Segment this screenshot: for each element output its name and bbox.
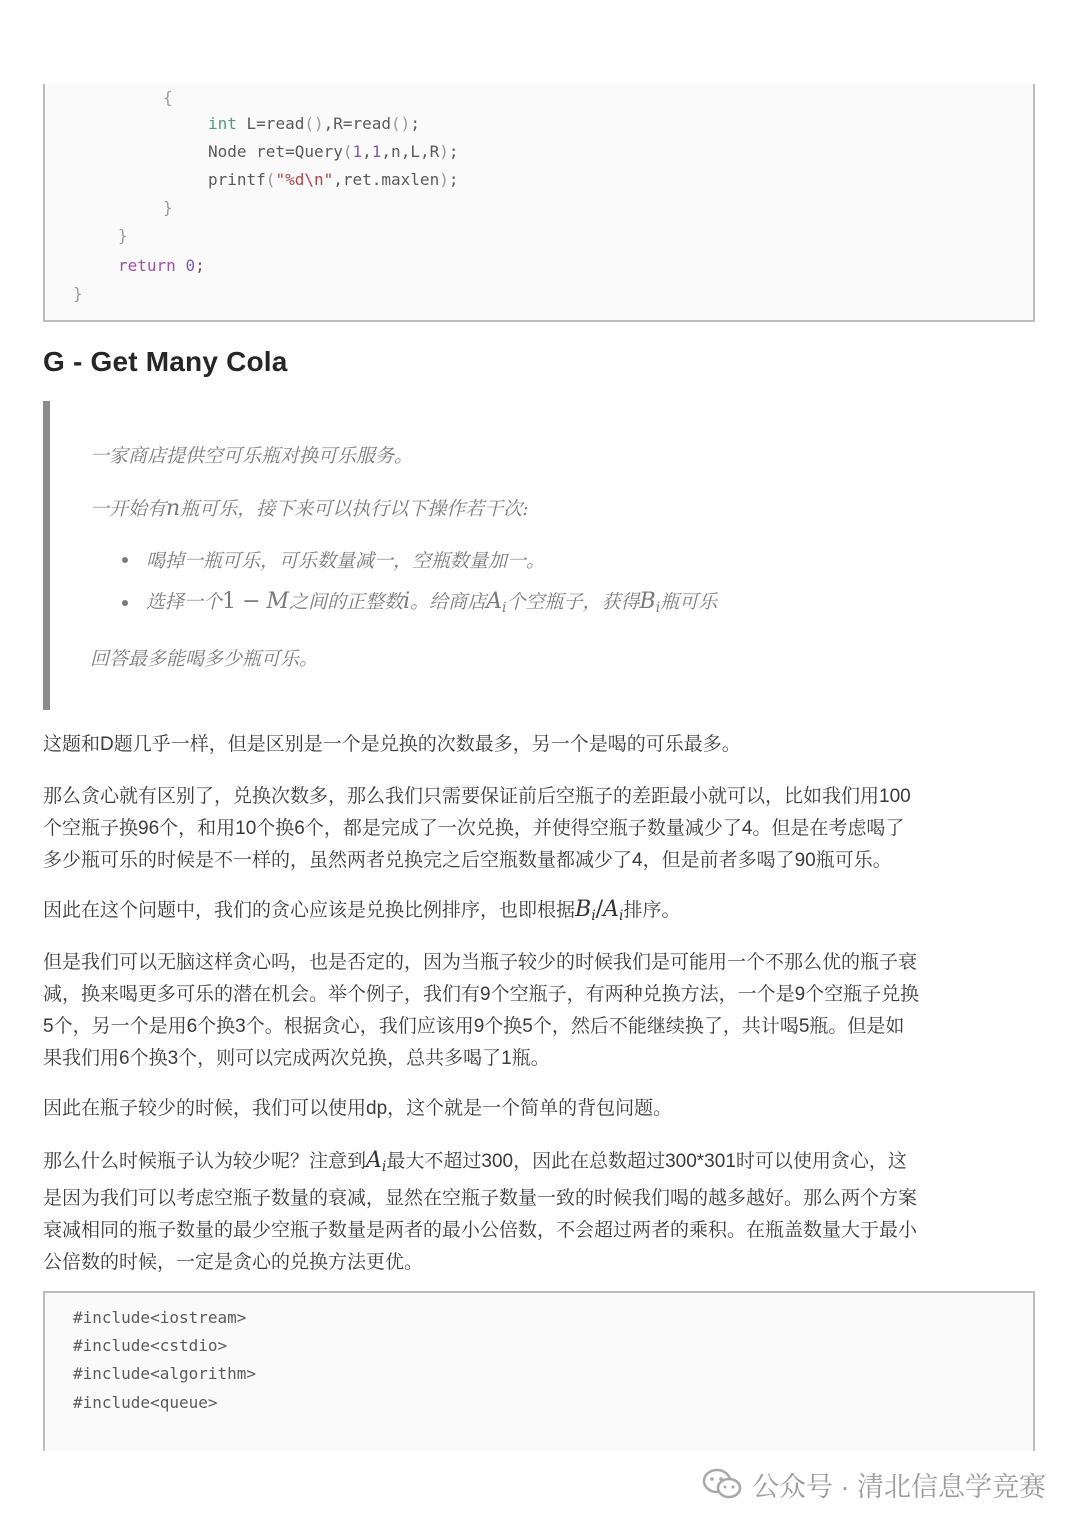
paragraph-2-line-2: 个空瓶子换96个，和用10个换6个，都是完成了一次兑换，并使得空瓶子数量减少了4。但是在考虑喝了 [43, 818, 905, 839]
paragraph-6-line-2: 是因为我们可以考虑空瓶子数量的衰减，显然在空瓶子数量一致的时候我们喝的越多越好。那么两个方案 [43, 1188, 918, 1209]
paragraph-1: 这题和D题几乎一样，但是区别是一个是兑换的次数最多，另一个是喝的可乐最多。 [43, 734, 741, 755]
section-title: G - Get Many Cola [43, 346, 288, 377]
paragraph-2-line-1: 那么贪心就有区别了，兑换次数多，那么我们只需要保证前后空瓶子的差距最小就可以，比如我们用100 [43, 786, 911, 807]
code-include-3: #include<algorithm> [73, 1364, 257, 1383]
paragraph-5: 因此在瓶子较少的时候，我们可以使用dp，这个就是一个简单的背包问题。 [43, 1098, 673, 1119]
paragraph-4-line-1: 但是我们可以无脑这样贪心吗，也是否定的，因为当瓶子较少的时候我们是可能用一个不那么优的瓶子衰 [43, 952, 918, 973]
code-block-bottom [43, 1291, 1035, 1451]
problem-bullet-1: 喝掉一瓶可乐，可乐数量减一，空瓶数量加一。 [146, 550, 546, 572]
paragraph-6-line-3: 衰减相同的瓶子数量的最少空瓶子数量是两者的最小公倍数，不会超过两者的乘积。在瓶盖数量大于最小 [43, 1220, 918, 1241]
paragraph-3: 因此在这个问题中，我们的贪心应该是兑换比例排序，也即根据$B_i/A_i$排序。 [43, 897, 681, 924]
problem-bullet-2: 选择一个1 − M之间的正整数i。给商店$A_i$个空瓶子，获得$B_i$瓶可乐 [146, 589, 718, 616]
problem-line-3: 回答最多能喝多少瓶可乐。 [90, 648, 319, 670]
code-line-3: Node ret=Query(1,1,n,L,R); [208, 142, 459, 161]
problem-statement-quote [43, 401, 1035, 710]
paragraph-2 [43, 781, 1037, 877]
paragraph-2-line-3: 多少瓶可乐的时候是不一样的，虽然两者兑换完之后空瓶数量都减少了4，但是前者多喝了90瓶可乐。 [43, 850, 892, 871]
paragraph-4-line-4: 果我们用6个换3个，则可以完成两次兑换，总共多喝了1瓶。 [43, 1048, 550, 1069]
code-include-4: #include<queue> [73, 1393, 218, 1412]
code-line-8: } [73, 284, 83, 303]
code-line-4: printf("%d\n",ret.maxlen); [208, 170, 459, 189]
code-include-2: #include<cstdio> [73, 1336, 228, 1355]
wechat-icon [702, 1468, 742, 1500]
code-include-1: #include<iostream> [73, 1308, 247, 1327]
code-line-1: { [163, 88, 173, 107]
paragraph-6-line-1: 那么什么时候瓶子认为较少呢？注意到$A_i$最大不超过300，因此在总数超过300*301时可以使用贪心，这 [43, 1148, 907, 1175]
problem-line-1: 一家商店提供空可乐瓶对换可乐服务。 [90, 445, 414, 467]
code-line-5: } [163, 198, 173, 217]
bullet-dot-1 [122, 557, 128, 563]
wechat-account-name: 公众号 · 清北信息学竞赛 [752, 1471, 1046, 1502]
code-line-7: return 0; [118, 256, 205, 275]
problem-line-2: 一开始有n瓶可乐，接下来可以执行以下操作若干次: [90, 496, 529, 521]
code-line-2: int L=read(),R=read(); [208, 114, 420, 133]
paragraph-4-line-3: 5个，另一个是用6个换3个。根据贪心，我们应该用9个换5个，然后不能继续换了，共计喝5瓶。但是如 [43, 1016, 905, 1037]
code-block-top [43, 84, 1035, 322]
paragraph-6 [43, 1145, 1037, 1279]
paragraph-4 [43, 947, 1037, 1075]
paragraph-6-line-4: 公倍数的时候，一定是贪心的兑换方法更优。 [43, 1252, 424, 1273]
code-line-6: } [118, 226, 128, 245]
wechat-account-watermark [702, 1464, 1046, 1504]
paragraph-4-line-2: 减，换来喝更多可乐的潜在机会。举个例子，我们有9个空瓶子，有两种兑换方法，一个是9个空瓶子兑换 [43, 984, 920, 1005]
bullet-dot-2 [122, 600, 128, 606]
